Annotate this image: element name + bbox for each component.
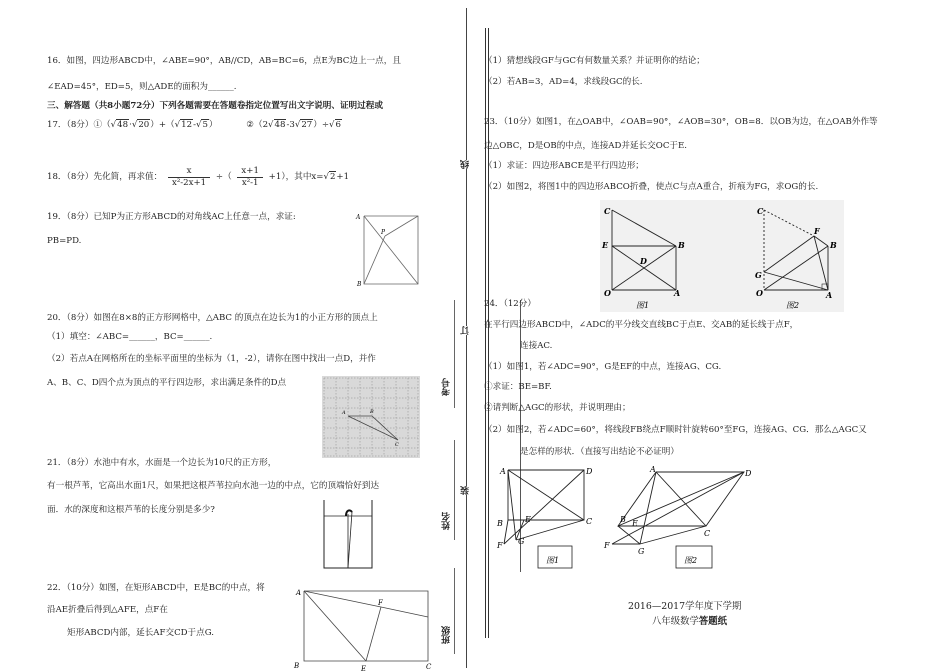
- svg-text:B: B: [620, 515, 626, 524]
- svg-text:A: A: [500, 467, 506, 476]
- svg-text:G: G: [755, 270, 762, 280]
- q17: 17．（8分）①（√48·√20）+（√12-√5） ②（2√48-3√27）÷√6: [47, 120, 341, 130]
- q21-line2: 有一根芦苇，它高出水面1尺，如果把这根芦苇拉向水池一边的中点，它的顶端恰好到达: [47, 481, 380, 491]
- svg-text:C: C: [704, 529, 711, 538]
- svg-text:A: A: [342, 410, 346, 416]
- footer-title: 八年级数学答题纸: [652, 616, 728, 627]
- q24-line3: 连接AC.: [520, 341, 553, 351]
- q20-grid-figure: [322, 376, 420, 458]
- class-label: 班级: [442, 626, 452, 644]
- q19-line1: 19．（8分）已知P为正方形ABCD的对角线AC上任意一点，求证:: [47, 212, 296, 222]
- q24-part1-a: ①求证：BE=BF.: [484, 382, 552, 392]
- svg-text:O: O: [604, 288, 611, 298]
- svg-text:F: F: [604, 541, 610, 550]
- q20-line3: （2）若点A在网格所在的坐标平面里的坐标为（1，-2），请你在图中找出一点D，并作: [47, 354, 376, 364]
- svg-text:图1: 图1: [546, 556, 560, 565]
- svg-text:C: C: [426, 663, 432, 671]
- svg-text:B: B: [830, 240, 837, 250]
- svg-text:O: O: [756, 288, 763, 298]
- q19-line2: PB=PD.: [47, 236, 82, 246]
- q22-rectangle-figure: [292, 585, 436, 671]
- q21-line1: 21．（8分）水池中有水，水面是一个边长为10尺的正方形，: [47, 458, 277, 468]
- svg-text:A: A: [674, 288, 681, 298]
- svg-text:A: A: [650, 465, 656, 474]
- q20-line1: 20．（8分）如图在8×8的正方形网格中，△ABC 的顶点在边长为1的小正方形的顶点上: [47, 313, 378, 323]
- q16-line2: ∠EAD=45°，ED=5，则△ADE的面积为______.: [47, 82, 237, 92]
- q24-part1-b: ②请判断△AGC的形状，并说明理由；: [484, 403, 631, 413]
- q22-part2: （2）若AB=3，AD=4，求线段GC的长.: [484, 77, 643, 87]
- svg-text:D: D: [586, 467, 593, 476]
- svg-text:P: P: [381, 229, 386, 236]
- svg-text:图2: 图2: [786, 301, 800, 310]
- name-field[interactable]: [454, 440, 455, 540]
- binding-label-ding: 订: [461, 326, 471, 335]
- svg-text:C: C: [586, 517, 593, 526]
- q21-reed-figure: [322, 498, 374, 570]
- q22-line1: 22．（10分）如图，在矩形ABCD中，E是BC的中点，将: [47, 583, 265, 593]
- q24-part2-cont: 是怎样的形状．（直接写出结论不必证明）: [520, 447, 679, 457]
- q23-figures: [600, 200, 844, 312]
- svg-text:B: B: [497, 519, 503, 528]
- svg-text:B: B: [294, 662, 300, 670]
- q16-line1: 16．如图，四边形ABCD中，∠ABE=90°，AB//CD，AB=BC=6，点E为BC边上一点，且: [47, 56, 401, 66]
- q18: 18．（8分）先化简，再求值： $\frac{x}{\text{x²-2x+1}}$ ÷（ $\frac{x+1}{\text{x²-1}}$ +1），其中x=√2+1: [47, 166, 350, 188]
- section3-heading: 三、解答题（共8小题72分）下列各题需要在答题卷指定位置写出文字说明、证明过程或: [47, 101, 383, 111]
- svg-text:C: C: [395, 442, 399, 448]
- binding-label-zhuang: 装: [461, 486, 471, 495]
- q24-figures: [494, 464, 754, 572]
- svg-text:C: C: [757, 206, 764, 216]
- q21-line3: 面．水的深度和这根芦苇的长度分别是多少?: [47, 505, 215, 515]
- svg-text:E: E: [632, 519, 638, 528]
- svg-text:A: A: [356, 214, 361, 221]
- svg-text:E: E: [361, 665, 367, 671]
- svg-text:C: C: [604, 206, 611, 216]
- binding-label-xian: 线: [461, 160, 471, 169]
- svg-text:F: F: [378, 599, 383, 607]
- q23-part1: （1）求证：四边形ABCE是平行四边形；: [484, 161, 644, 171]
- q22-line2: 沿AE折叠后得到△AFE，点F在: [47, 605, 168, 615]
- exam-number-label: 考号: [442, 378, 452, 396]
- svg-text:B: B: [370, 409, 374, 415]
- svg-text:E: E: [525, 515, 531, 524]
- svg-text:A: A: [826, 290, 833, 300]
- q24-line2: 在平行四边形ABCD中，∠ADC的平分线交直线BC于点E、交AB的延长线于点F，: [484, 320, 799, 330]
- name-label: 姓名: [442, 512, 452, 530]
- q19-square-figure: [352, 210, 424, 290]
- q24-part1: （1）如图1，若∠ADC=90°，G是EF的中点，连接AG、CG.: [484, 362, 722, 372]
- q20-line4: A、B、C、D四个点为顶点的平行四边形，求出满足条件的D点: [47, 378, 287, 388]
- q23-line1: 23．（10分）如图1，在△OAB中，∠OAB=90°，∠AOB=30°，OB=8．以OB为边，在△OAB外作等: [484, 117, 878, 127]
- svg-text:B: B: [357, 281, 362, 288]
- svg-text:图1: 图1: [636, 301, 650, 310]
- binding-line-left: [466, 8, 467, 668]
- footer-term: 2016—2017学年度下学期: [628, 601, 742, 612]
- q24-part2: （2）如图2，若∠ADC=60°，将线段FB绕点F顺时针旋转60°至FG，连接AG、CG．那么△AGC又: [484, 425, 867, 435]
- svg-text:G: G: [638, 547, 645, 556]
- svg-text:A: A: [296, 589, 302, 597]
- svg-text:F: F: [497, 541, 503, 550]
- q23-line2: 边△OBC，D是OB的中点，连接AD并延长交OC于E.: [484, 141, 687, 151]
- svg-text:G: G: [518, 537, 525, 546]
- svg-text:D: D: [745, 469, 752, 478]
- q20-line2: （1）填空：∠ABC=______，BC=______.: [47, 332, 213, 342]
- svg-text:图2: 图2: [684, 556, 698, 565]
- exam-number-field[interactable]: [454, 300, 455, 408]
- q23-part2: （2）如图2，将图1中的四边形ABCO折叠，使点C与点A重合，折痕为FG，求OG的长.: [484, 182, 819, 192]
- q22-line3: 矩形ABCD内部，延长AF交CD于点G.: [67, 628, 215, 638]
- svg-text:E: E: [602, 240, 609, 250]
- q24-line1: 24．（12分）: [484, 299, 536, 309]
- svg-text:B: B: [678, 240, 685, 250]
- svg-text:F: F: [814, 226, 820, 236]
- svg-text:D: D: [640, 256, 647, 266]
- class-field[interactable]: [454, 568, 455, 654]
- q22-part1: （1）猜想线段GF与GC有何数量关系？并证明你的结论；: [484, 56, 705, 66]
